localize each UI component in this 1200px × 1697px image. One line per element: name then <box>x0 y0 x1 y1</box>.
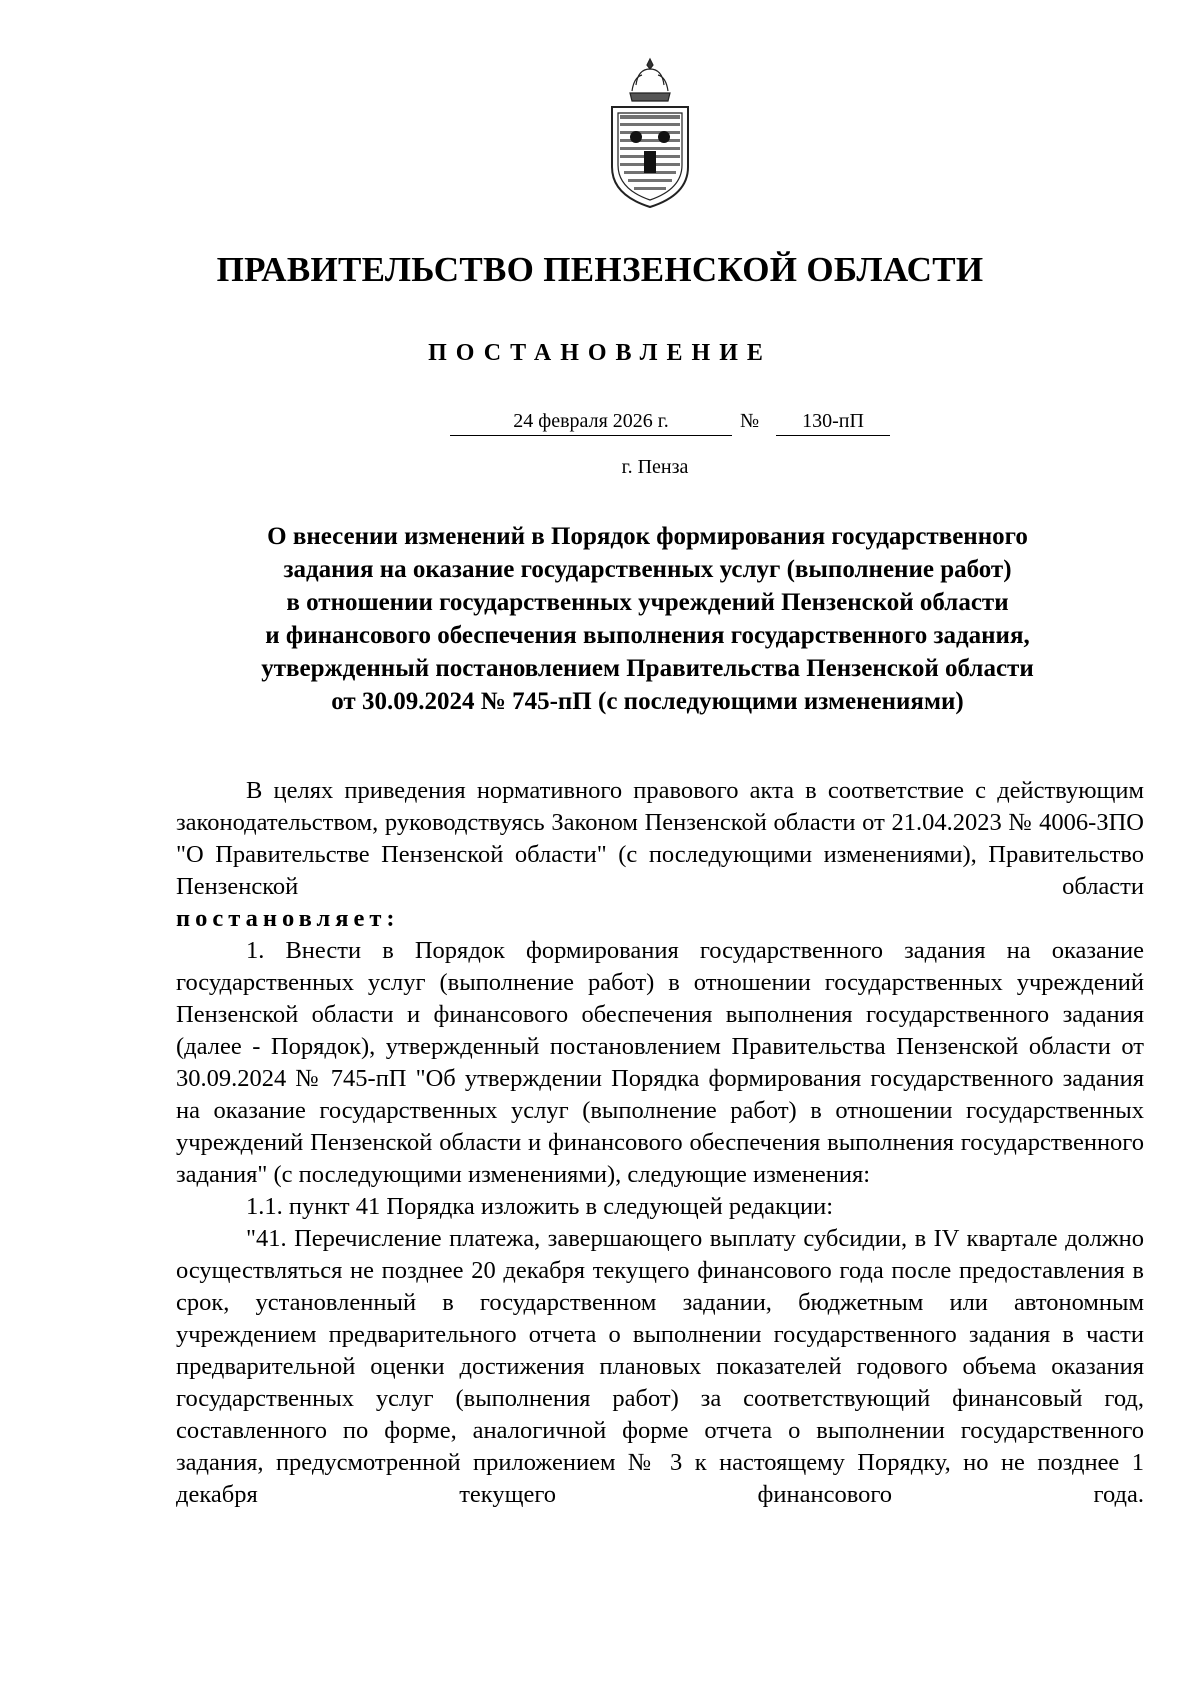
item-41-paragraph: "41. Перечисление платежа, завершающего выплату субсидии, в IV квартале должно осуществляться не позднее 20 декабря текущего финансового года после предоставления в срок, установленный в государственном задании, бюджетным или автономным учреждением предварительного отчета о выполнении государственного задания в части предварительной оценки достижения плановых показателей годового объема оказания государственных услуг (выполнения работ) за соответствующий финансовый год, составленного по форме, аналогичной форме отчета о выполнении государственного задания, предусмотренной приложением № 3 к настоящему Порядку, но не позднее 1 декабря текущего финансового года. <box>176 1225 1144 1508</box>
subject-line: О внесении изменений в Порядок формирования государственного <box>267 523 1028 550</box>
document-number: 130-пП <box>776 410 890 436</box>
subject-line: в отношении государственных учреждений Пензенской области <box>286 589 1009 616</box>
document-type: ПОСТАНОВЛЕНИЕ <box>428 340 772 366</box>
subject-line: от 30.09.2024 № 745-пП (с последующими изменениями) <box>331 688 964 715</box>
item-1-paragraph: 1. Внести в Порядок формирования государственного задания на оказание государственных услуг (выполнение работ) в отношении государственных учреждений Пензенской области и финансового обеспечения выполнения государственного задания (далее - Порядок), утвержденный постановлением Правительства Пензенской области от 30.09.2024 № 745-пП "Об утверждении Порядка формирования государственного задания на оказание государственных услуг (выполнение работ) в отношении государственных учреждений Пензенской области и финансового обеспечения выполнения государственного задания" (с последующими изменениями), следующие изменения: <box>176 937 1144 1188</box>
subject-line: задания на оказание государственных услуг (выполнение работ) <box>283 556 1012 583</box>
item-1-1-paragraph: 1.1. пункт 41 Порядка изложить в следующей редакции: <box>246 1193 834 1220</box>
coat-of-arms-icon <box>600 55 700 215</box>
subject-line: утвержденный постановлением Правительства Пензенской области <box>261 655 1034 682</box>
organization-title: ПРАВИТЕЛЬСТВО ПЕНЗЕНСКОЙ ОБЛАСТИ <box>216 250 984 289</box>
document-body <box>176 775 1144 1511</box>
resolves-paragraph <box>176 903 1144 935</box>
resolves-word: постановляет: <box>176 905 400 932</box>
preamble-paragraph: В целях приведения нормативного правового акта в соответствие с действующим законодательством, руководствуясь Законом Пензенской области от 21.04.2023 № 4006-ЗПО "О Правительстве Пензенской области" (с последующими изменениями), Правительство Пензенской области <box>176 777 1144 900</box>
city: г. Пенза <box>621 456 689 478</box>
document-subject <box>160 520 1135 718</box>
number-sign: № <box>740 410 760 432</box>
subject-line: и финансового обеспечения выполнения государственного задания, <box>265 622 1030 649</box>
document-date: 24 февраля 2026 г. <box>450 410 732 436</box>
